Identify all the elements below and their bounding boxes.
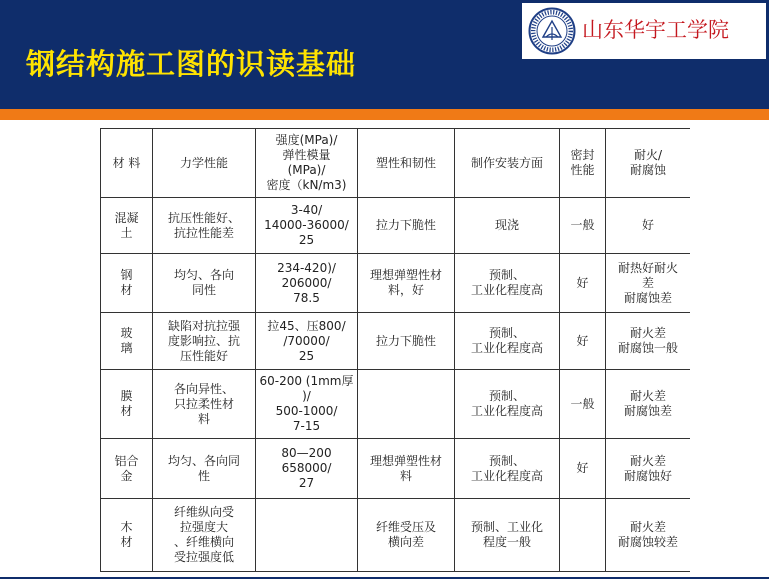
table-cell: 理想弹塑性材 料 bbox=[358, 439, 455, 499]
table-cell: 拉45、压800/ /70000/ 25 bbox=[256, 313, 358, 370]
table-row bbox=[101, 370, 691, 439]
table-cell: 抗压性能好、 抗拉性能差 bbox=[153, 198, 256, 254]
table-cell bbox=[358, 370, 455, 439]
column-header: 制作安装方面 bbox=[455, 129, 560, 198]
table-cell: 预制、 工业化程度高 bbox=[455, 254, 560, 313]
table-cell: 耐热好耐火 差 耐腐蚀差 bbox=[606, 254, 691, 313]
table-cell: 好 bbox=[560, 439, 606, 499]
table-cell: 234-420)/ 206000/ 78.5 bbox=[256, 254, 358, 313]
table-cell: 现浇 bbox=[455, 198, 560, 254]
table-row bbox=[101, 313, 691, 370]
column-header: 耐火/ 耐腐蚀 bbox=[606, 129, 691, 198]
table-cell: 预制、 工业化程度高 bbox=[455, 439, 560, 499]
column-header: 材 料 bbox=[101, 129, 153, 198]
table-cell: 60-200 (1mm厚 )/ 500-1000/ 7-15 bbox=[256, 370, 358, 439]
column-header: 密封 性能 bbox=[560, 129, 606, 198]
table-cell: 均匀、各向 同性 bbox=[153, 254, 256, 313]
school-logo bbox=[522, 3, 766, 59]
table-cell: 耐火差 耐腐蚀好 bbox=[606, 439, 691, 499]
table-cell: 纤维受压及 横向差 bbox=[358, 499, 455, 572]
column-header: 力学性能 bbox=[153, 129, 256, 198]
school-name: 山东华宇工学院 bbox=[582, 18, 729, 42]
table-cell: 均匀、各向同 性 bbox=[153, 439, 256, 499]
table-row bbox=[101, 198, 691, 254]
table-cell: 理想弹塑性材 料，好 bbox=[358, 254, 455, 313]
table-header-row bbox=[101, 129, 691, 198]
column-header: 强度(MPa)/ 弹性模量 (MPa)/ 密度（kN/m3) bbox=[256, 129, 358, 198]
table-cell: 耐火差 耐腐蚀较差 bbox=[606, 499, 691, 572]
table-cell bbox=[256, 499, 358, 572]
school-seal-icon bbox=[528, 7, 576, 55]
page-title: 钢结构施工图的识读基础 bbox=[26, 47, 357, 81]
table-cell: 耐火差 耐腐蚀一般 bbox=[606, 313, 691, 370]
material-comparison-table bbox=[100, 128, 690, 579]
material-name-cell: 混凝 土 bbox=[101, 198, 153, 254]
table-row bbox=[101, 499, 691, 572]
material-name-cell: 膜 材 bbox=[101, 370, 153, 439]
table-cell: 80—200 658000/ 27 bbox=[256, 439, 358, 499]
table-cell: 好 bbox=[560, 313, 606, 370]
material-name-cell: 玻 璃 bbox=[101, 313, 153, 370]
material-name-cell: 铝合 金 bbox=[101, 439, 153, 499]
table-cell: 拉力下脆性 bbox=[358, 313, 455, 370]
table-cell: 缺陷对抗拉强 度影响拉、抗 压性能好 bbox=[153, 313, 256, 370]
table-cell bbox=[560, 499, 606, 572]
table-cell: 各向异性、 只拉柔性材 料 bbox=[153, 370, 256, 439]
table-cell: 耐火差 耐腐蚀差 bbox=[606, 370, 691, 439]
accent-stripe bbox=[0, 109, 769, 120]
table-row bbox=[101, 254, 691, 313]
table-cell: 一般 bbox=[560, 370, 606, 439]
table-row bbox=[101, 439, 691, 499]
table-cell: 纤维纵向受 拉强度大 、纤维横向 受拉强度低 bbox=[153, 499, 256, 572]
table-cell: 好 bbox=[560, 254, 606, 313]
material-name-cell: 钢 材 bbox=[101, 254, 153, 313]
material-name-cell: 木 材 bbox=[101, 499, 153, 572]
table-cell: 预制、 工业化程度高 bbox=[455, 370, 560, 439]
table-cell: 3-40/ 14000-36000/ 25 bbox=[256, 198, 358, 254]
table-cell: 拉力下脆性 bbox=[358, 198, 455, 254]
properties-table bbox=[100, 128, 690, 572]
table-cell: 一般 bbox=[560, 198, 606, 254]
table-cell: 预制、 工业化程度高 bbox=[455, 313, 560, 370]
table-cell: 好 bbox=[606, 198, 691, 254]
table-cell: 预制、工业化 程度一般 bbox=[455, 499, 560, 572]
column-header: 塑性和韧性 bbox=[358, 129, 455, 198]
